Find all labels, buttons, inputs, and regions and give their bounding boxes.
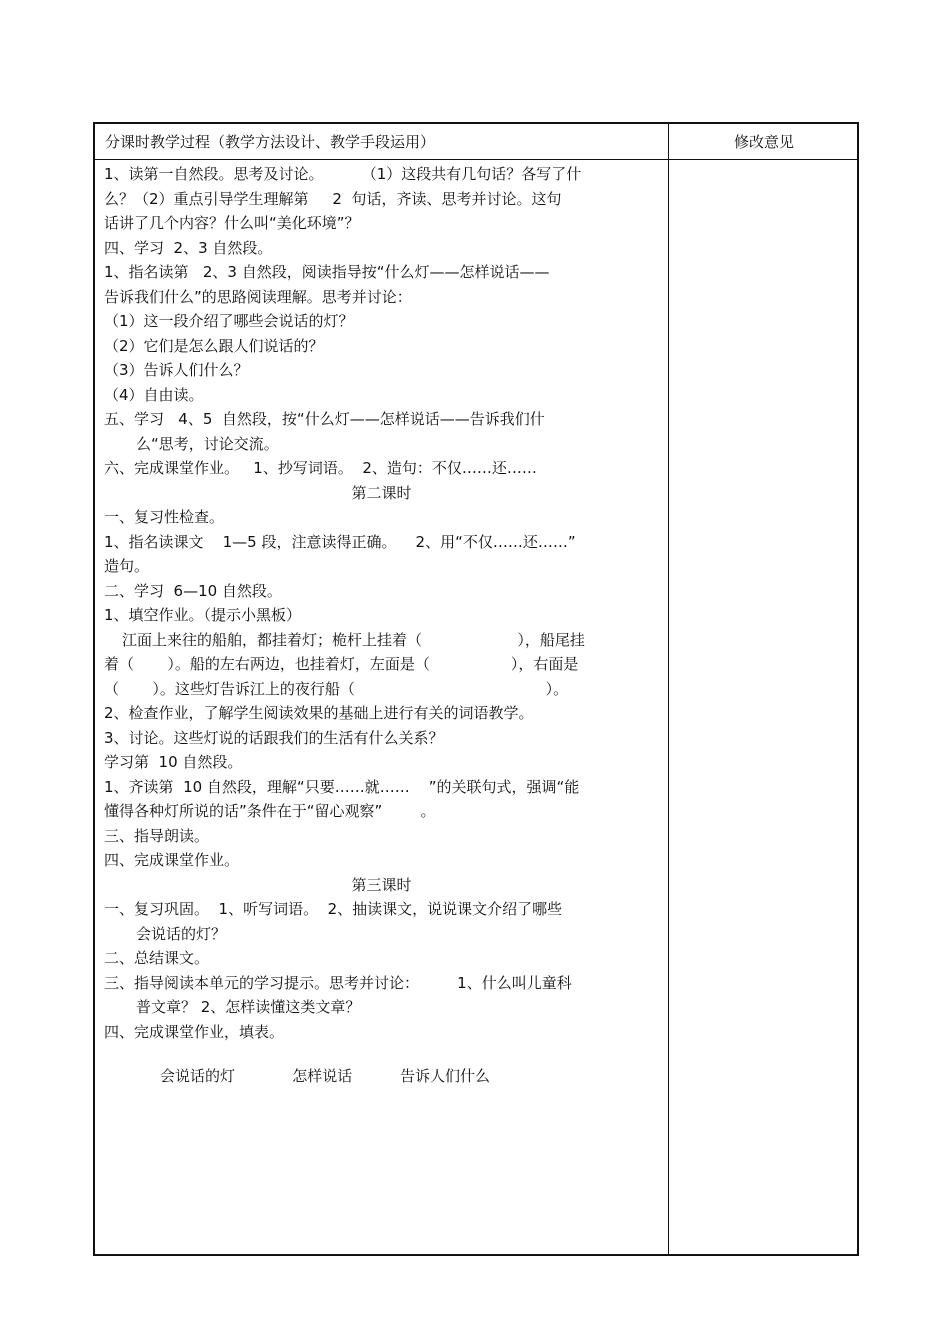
line: 1、指名读课文 1—5 段，注意读得正确。 2、用“不仅……还……” <box>104 532 576 551</box>
line: 造句。 <box>104 557 150 575</box>
line: （ ）。这些灯告诉江上的夜行船（ ）。 <box>104 679 569 698</box>
line: 二、学习 6—10 自然段。 <box>104 581 282 600</box>
table-col-lamp: 会说话的灯 <box>160 1067 236 1085</box>
line: 1、齐读第 10 自然段，理解“只要……就…… ”的关联句式，强调“能 <box>104 777 580 796</box>
column-divider <box>668 124 669 1254</box>
line: 1、填空作业。（提示小黑板） <box>104 606 302 624</box>
header-divider <box>95 159 857 160</box>
line: 二、总结课文。 <box>104 949 210 967</box>
fill-table-header <box>104 1064 659 1089</box>
line: 么？（2）重点引导学生理解第 2 句话，齐读、思考并讨论。这句 <box>104 189 562 208</box>
section-title-lesson3: 第三课时 <box>351 875 412 894</box>
line: 四、完成课堂作业，填表。 <box>104 1022 285 1041</box>
table-col-tell: 告诉人们什么 <box>399 1067 490 1085</box>
line: 三、指导朗读。 <box>104 826 210 845</box>
line: 会说话的灯？ <box>136 924 227 943</box>
lesson-table <box>93 122 859 1256</box>
line: 着（ ）。船的左右两边，也挂着灯，左面是（ ），右面是 <box>104 655 579 673</box>
line: 话讲了几个内容？什么叫“美化环境”？ <box>104 214 360 232</box>
lesson-content <box>104 162 659 1089</box>
section-title-lesson2: 第二课时 <box>351 483 412 502</box>
line: 告诉我们什么”的思路阅读理解。思考并讨论： <box>104 287 412 306</box>
header-revision: 修改意见 <box>733 133 794 151</box>
line: 一、复习巩固。 1、听写词语。 2、抽读课文，说说课文介绍了哪些 <box>104 900 563 918</box>
line: 江面上来往的船舶，都挂着灯；桅杆上挂着（ ），船尾挂 <box>122 630 585 649</box>
line: 三、指导阅读本单元的学习提示。思考并讨论： 1、什么叫儿童科 <box>104 973 572 992</box>
line: 3、讨论。这些灯说的话跟我们的生活有什么关系？ <box>104 728 444 747</box>
line: 四、完成课堂作业。 <box>104 851 240 869</box>
line: 2、检查作业，了解学生阅读效果的基础上进行有关的词语教学。 <box>104 704 534 722</box>
line: 1、指名读第 2、3 自然段，阅读指导按“什么灯——怎样说话—— <box>104 263 550 281</box>
line: 普文章？ 2、怎样读懂这类文章？ <box>136 998 361 1016</box>
line: （2）它们是怎么跟人们说话的？ <box>104 336 324 355</box>
table-col-how: 怎样说话 <box>292 1067 353 1085</box>
line: 懂得各种灯所说的话”条件在于“留心观察” 。 <box>104 802 436 820</box>
line: 五、学习 4、5 自然段，按“什么灯——怎样说话——告诉我们什 <box>104 410 545 428</box>
line: （3）告诉人们什么？ <box>104 361 249 379</box>
line: （4）自由读。 <box>104 385 204 404</box>
line: 1、读第一自然段。思考及讨论。 （1）这段共有几句话？各写了什 <box>104 165 582 183</box>
header-process: 分课时教学过程（教学方法设计、教学手段运用） <box>105 133 436 151</box>
line: 一、复习性检查。 <box>104 508 225 526</box>
line: 学习第 10 自然段。 <box>104 753 243 771</box>
line: 六、完成课堂作业。 1、抄写词语。 2、造句：不仅……还…… <box>104 459 537 477</box>
line: 么“思考，讨论交流。 <box>136 434 279 453</box>
line: （1）这一段介绍了哪些会说话的灯？ <box>104 312 354 330</box>
line: 四、学习 2、3 自然段。 <box>104 238 273 257</box>
